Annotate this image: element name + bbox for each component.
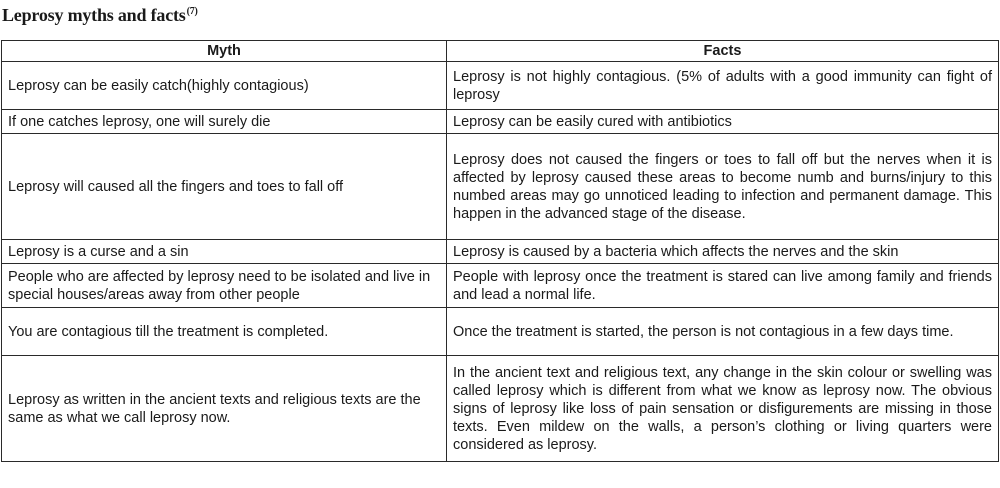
fact-cell: Leprosy does not caused the fingers or toes to fall off but the nerves when it is affected by leprosy caused these areas to become numb and burns/injury to this numbed areas may go unnoticed leading to infection and permanent damage. This happen in the advanced stage of the disease. xyxy=(447,134,999,240)
myth-cell: If one catches leprosy, one will surely die xyxy=(2,110,447,134)
citation-reference: (7) xyxy=(186,6,198,17)
table-row xyxy=(2,308,999,356)
fact-cell: Once the treatment is started, the person is not contagious in a few days time. xyxy=(447,308,999,356)
myth-cell: Leprosy can be easily catch(highly contagious) xyxy=(2,62,447,110)
myth-cell: Leprosy will caused all the fingers and toes to fall off xyxy=(2,134,447,240)
document-title xyxy=(2,4,198,26)
fact-cell: Leprosy is not highly contagious. (5% of adults with a good immunity can fight of leprosy xyxy=(447,62,999,110)
table-header-row xyxy=(2,41,999,62)
header-myth: Myth xyxy=(2,41,447,62)
table-row xyxy=(2,264,999,308)
myth-cell: You are contagious till the treatment is completed. xyxy=(2,308,447,356)
table-row xyxy=(2,356,999,462)
fact-cell: In the ancient text and religious text, any change in the skin colour or swelling was called leprosy which is different from what we know as leprosy now. The obvious signs of leprosy like loss of pain sensation or disfigurements are missing in those texts. Even mildew on the walls, a person’s clothing or living quarters were considered as leprosy. xyxy=(447,356,999,462)
document-title-text: Leprosy myths and facts xyxy=(2,5,186,25)
myth-cell: Leprosy is a curse and a sin xyxy=(2,240,447,264)
table-row xyxy=(2,62,999,110)
header-facts: Facts xyxy=(447,41,999,62)
fact-cell: Leprosy is caused by a bacteria which affects the nerves and the skin xyxy=(447,240,999,264)
table-row xyxy=(2,110,999,134)
table-row xyxy=(2,240,999,264)
fact-cell: People with leprosy once the treatment is stared can live among family and friends and lead a normal life. xyxy=(447,264,999,308)
fact-cell: Leprosy can be easily cured with antibiotics xyxy=(447,110,999,134)
myth-cell: People who are affected by leprosy need to be isolated and live in special houses/areas away from other people xyxy=(2,264,447,308)
myths-facts-table xyxy=(1,40,999,462)
table-row xyxy=(2,134,999,240)
myth-cell: Leprosy as written in the ancient texts and religious texts are the same as what we call leprosy now. xyxy=(2,356,447,462)
